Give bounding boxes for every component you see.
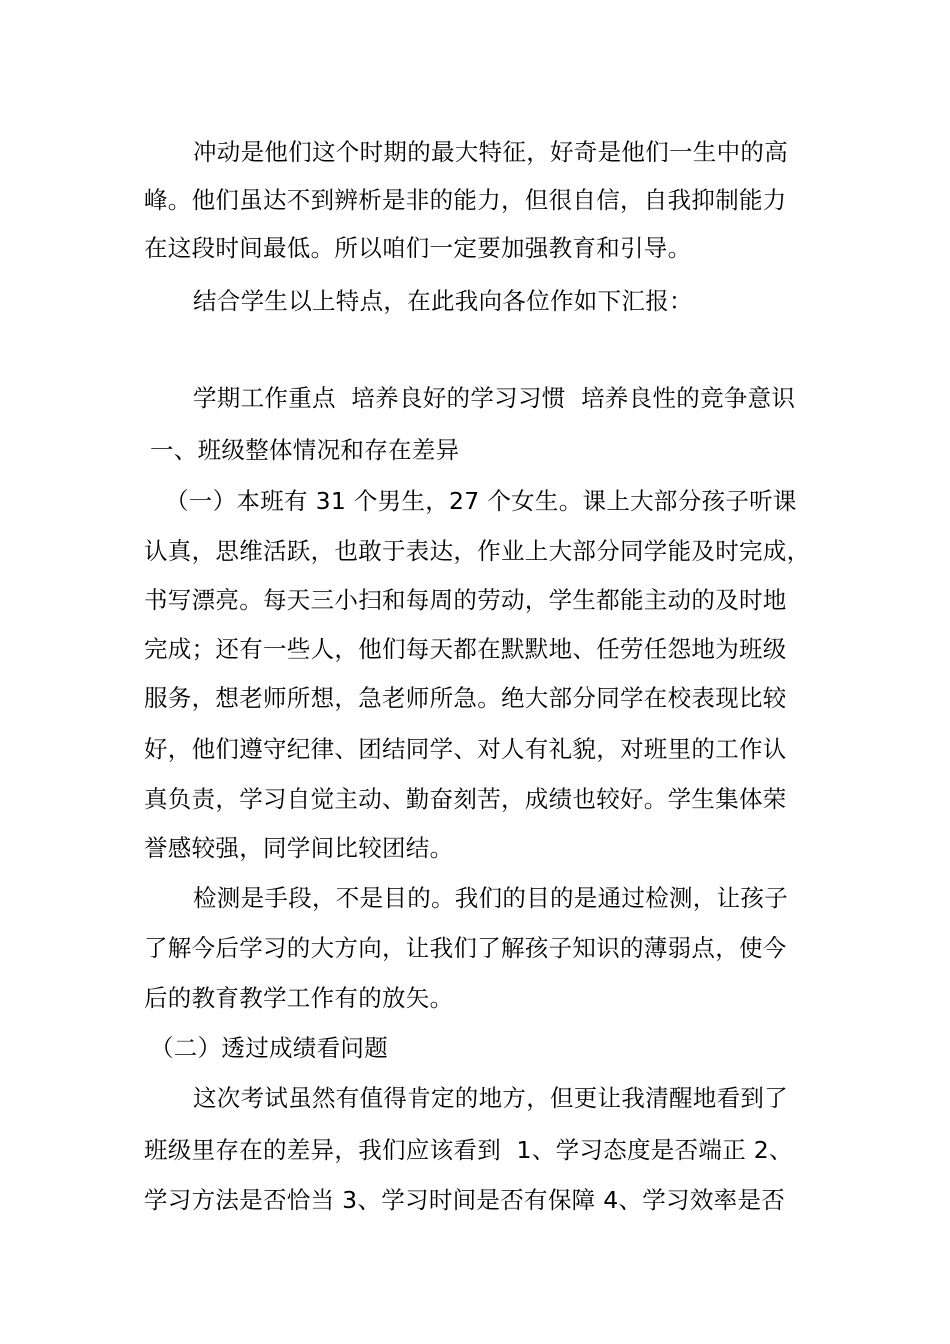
text-line: （一）本班有 31 个男生，27 个女生。课上大部分孩子听课 xyxy=(165,487,797,515)
text-line: 服务，想老师所想，急老师所急。绝大部分同学在校表现比较 xyxy=(144,684,787,712)
text-line: 好，他们遵守纪律、团结同学、对人有礼貌，对班里的工作认 xyxy=(144,735,787,763)
text-line: 誉感较强，同学间比较团结。 xyxy=(144,834,454,862)
text-line: 认真，思维活跃，也敢于表达，作业上大部分同学能及时完成， xyxy=(144,537,811,565)
text-line: 结合学生以上特点，在此我向各位作如下汇报： xyxy=(193,287,693,315)
text-line: 学习方法是否恰当 3、学习时间是否有保障 4、学习效率是否 xyxy=(144,1186,786,1214)
text-line: 真负责，学习自觉主动、勤奋刻苦，成绩也较好。学生集体荣 xyxy=(144,785,787,813)
text-line: 峰。他们虽达不到辨析是非的能力，但很自信，自我抑制能力 xyxy=(144,186,787,214)
text-line: 这次考试虽然有值得肯定的地方，但更让我清醒地看到了 xyxy=(193,1084,788,1112)
section-heading: 一、班级整体情况和存在差异 xyxy=(150,436,460,464)
section-heading: 学期工作重点 培养良好的学习习惯 培养良性的竞争意识 xyxy=(193,384,796,412)
text-line: 书写漂亮。每天三小扫和每周的劳动，学生都能主动的及时地 xyxy=(144,586,787,614)
text-line: 后的教育教学工作有的放矢。 xyxy=(144,984,454,1012)
text-line: 检测是手段，不是目的。我们的目的是通过检测，让孩子 xyxy=(193,884,788,912)
subsection-heading: （二）透过成绩看问题 xyxy=(150,1034,388,1062)
text-line: 在这段时间最低。所以咱们一定要加强教育和引导。 xyxy=(144,234,692,262)
text-line: 班级里存在的差异，我们应该看到 1、学习态度是否端正 2、 xyxy=(144,1136,793,1164)
text-line: 冲动是他们这个时期的最大特征，好奇是他们一生中的高 xyxy=(193,138,788,166)
text-line: 了解今后学习的大方向，让我们了解孩子知识的薄弱点，使今 xyxy=(144,934,787,962)
text-line: 完成；还有一些人，他们每天都在默默地、任劳任怨地为班级 xyxy=(144,635,787,663)
